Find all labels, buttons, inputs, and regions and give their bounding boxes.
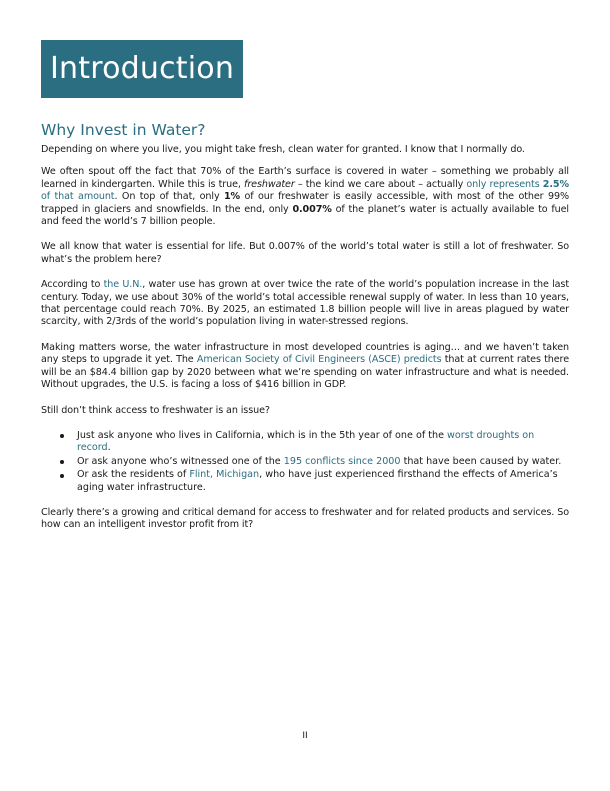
text: Making matters worse, the water infrastructure in most developed countries is aging… and we haven’t taken any steps to upgrade it yet. The xyxy=(41,341,569,366)
section-heading: Why Invest in Water? xyxy=(41,121,206,139)
paragraph-earth-water xyxy=(41,166,569,228)
text: – the kind we care about – actually xyxy=(294,178,467,190)
text: , water use has grown at over twice the rate of the world’s population increase in the last century. Today, we use about 30% of the world’s total accessible renewal supply of water. In less than 10 years, that percentage could reach 70%. By 2025, an estimated 1.8 billion people will live in areas plagued by water scarcity, with 2/3rds of the world’s population living in water-stressed regions. xyxy=(41,279,569,328)
page-title: Introduction xyxy=(41,40,243,98)
link-text: only represents xyxy=(466,178,543,190)
paragraph-question: Still don’t think access to freshwater is an issue? xyxy=(41,404,270,416)
bold-text: 1% xyxy=(223,191,241,203)
text: . On top of that, only xyxy=(114,191,224,203)
bullet-list xyxy=(41,430,569,494)
italic-text: freshwater xyxy=(244,178,295,190)
text: Or ask the residents of xyxy=(77,469,190,481)
text: of the planet’s water is actually available to fuel and feed the world’s 7 billion people. xyxy=(41,203,569,228)
paragraph-conclusion: Clearly there’s a growing and critical demand for access to freshwater and for related products and services. So how can an intelligent investor profit from it? xyxy=(41,506,569,531)
text: that at current rates there will be an $84.4 billion gap by 2020 between what we’re spending on water infrastructure and what is needed. Without upgrades, the U.S. is facing a loss of $416 billion in GDP. xyxy=(41,354,569,391)
paragraph-infrastructure xyxy=(41,342,569,392)
text: Or ask anyone who’s witnessed one of the xyxy=(77,455,284,467)
link-un[interactable]: the U.N. xyxy=(103,279,143,291)
paragraph-essential: We all know that water is essential for life. But 0.007% of the world’s total water is still a lot of freshwater. So what’s the problem here? xyxy=(41,241,569,265)
text: of our freshwater is easily accessible, with most of the other 99% trapped in glaciers and snowfields. In the end, only xyxy=(41,191,569,215)
link-conflicts[interactable]: 195 conflicts since 2000 xyxy=(283,455,401,467)
document-page xyxy=(41,40,569,545)
link-droughts[interactable]: worst droughts on record xyxy=(77,429,535,454)
list-item xyxy=(77,469,569,494)
text: that have been caused by water. xyxy=(400,455,562,467)
list-item xyxy=(77,456,569,468)
bold-text: 0.007% xyxy=(292,203,332,215)
text: According to xyxy=(41,279,104,291)
link-bold-text: 2.5% xyxy=(542,178,569,190)
page-number: II xyxy=(302,731,308,741)
paragraph-intro: Depending on where you live, you might take fresh, clean water for granted. I know that I normally do. xyxy=(41,144,525,155)
text: . xyxy=(107,442,111,454)
link-text: of that amount xyxy=(41,191,115,203)
text: We often spout off the fact that 70% of the Earth’s surface is covered in water – something we probably all learned in kindergarten. While this is true, xyxy=(41,166,569,190)
paragraph-un xyxy=(41,279,569,329)
list-item xyxy=(77,430,569,455)
link-flint[interactable]: Flint, Michigan xyxy=(189,469,260,481)
text: , who have just experienced firsthand the effects of America’s aging water infrastructure. xyxy=(77,469,558,493)
text: Just ask anyone who lives in California, which is in the 5th year of one of the xyxy=(77,429,448,441)
link-asce[interactable]: American Society of Civil Engineers (ASCE) predicts xyxy=(196,354,442,366)
